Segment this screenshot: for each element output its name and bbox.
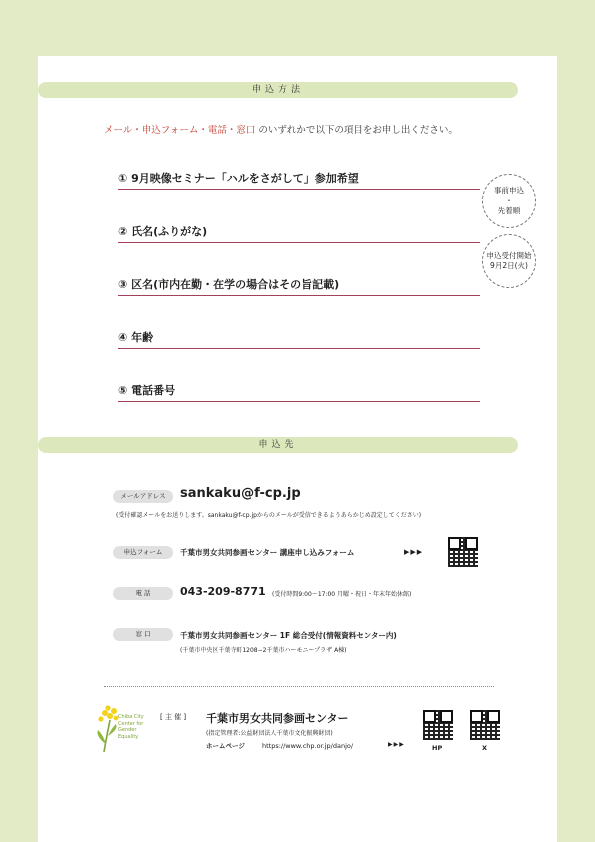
logo-line: Equality bbox=[118, 733, 139, 740]
logo-line: Chiba City bbox=[118, 714, 144, 720]
item-2: ② 氏名(ふりがな) bbox=[118, 223, 480, 243]
sponsor-label: [ 主 催 ] bbox=[160, 713, 187, 721]
tel-number[interactable]: 043-209-8771 bbox=[180, 585, 266, 598]
form-link[interactable]: 千葉市男女共同参画センター 講座申し込みフォーム bbox=[180, 548, 355, 557]
intro-rest: のいずれかで以下の項目をお申し出ください。 bbox=[258, 125, 458, 136]
logo-line: Gender bbox=[118, 727, 137, 733]
hp-qr-label: HP bbox=[432, 744, 443, 752]
logo-line: Center for bbox=[118, 720, 144, 727]
item-3: ③ 区名(市内在勤・在学の場合はその旨記載) bbox=[118, 276, 480, 296]
section-dest-heading: 申込先 bbox=[38, 437, 518, 453]
tel-label: 電 話 bbox=[113, 587, 173, 600]
item-5: ⑤ 電話番号 bbox=[118, 382, 480, 402]
badge-pre-registration bbox=[482, 174, 536, 228]
email-label: メールアドレス bbox=[113, 490, 173, 503]
badge-start-date bbox=[482, 234, 536, 288]
x-qr-code[interactable] bbox=[470, 710, 500, 740]
window-note: (千葉市中央区千葉寺町1208−2千葉市ハーモニープラザ A棟) bbox=[180, 647, 347, 654]
intro-methods: メール・申込フォーム・電話・窓口 bbox=[104, 125, 256, 136]
badge2-line1: 申込受付開始 bbox=[486, 250, 532, 260]
tel-note: (受付時間9:00〜17:00 月曜・祝日・年末年始休館) bbox=[272, 591, 412, 598]
email-address[interactable]: sankaku@f-cp.jp bbox=[180, 486, 301, 501]
homepage-url[interactable]: https://www.chp.or.jp/danjo/ bbox=[262, 742, 354, 750]
x-qr-label: X bbox=[482, 744, 488, 752]
window-label: 窓 口 bbox=[113, 628, 173, 641]
item-1: ① 9月映像セミナー「ハルをさがして」参加希望 bbox=[118, 170, 480, 190]
item-4: ④ 年齢 bbox=[118, 329, 480, 349]
form-qr-code[interactable] bbox=[448, 537, 478, 567]
homepage-label: ホームページ bbox=[206, 742, 245, 750]
intro-text bbox=[104, 122, 524, 136]
manager-note: (指定管理者:公益財団法人千葉市文化振興財団) bbox=[206, 730, 333, 737]
form-arrows: ▶▶▶ bbox=[404, 548, 424, 556]
badge1-line1: 事前申込 bbox=[494, 185, 524, 195]
form-label: 申込フォーム bbox=[113, 546, 173, 559]
section-apply-heading: 申込方法 bbox=[38, 82, 518, 98]
badge1-dot: ・ bbox=[505, 195, 513, 205]
window-value: 千葉市男女共同参画センター 1F 総合受付(情報資料センター内) bbox=[180, 631, 397, 640]
badge2-line2: 9月2日(火) bbox=[490, 261, 528, 270]
email-note: (受付確認メールをお送りします。sankaku@f-cp.jpからのメールが受信できるようあらかじめ設定してください) bbox=[116, 512, 422, 519]
badge1-line2: 先着順 bbox=[497, 206, 521, 216]
divider bbox=[104, 686, 494, 687]
homepage-arrows: ▶▶▶ bbox=[388, 741, 405, 748]
logo-text bbox=[118, 714, 144, 740]
sponsor-name: 千葉市男女共同参画センター bbox=[206, 712, 349, 725]
hp-qr-code[interactable] bbox=[423, 710, 453, 740]
